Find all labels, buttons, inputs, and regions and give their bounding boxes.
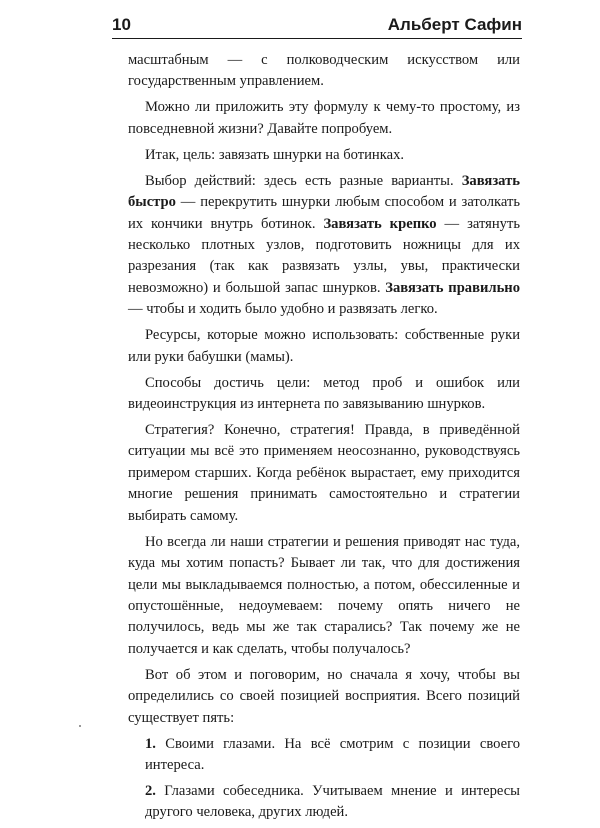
bold-term-fast: Завязать быстро xyxy=(128,172,520,211)
list-number: 2. xyxy=(145,782,156,799)
text-segment: — чтобы и ходить было удобно и развязать легко. xyxy=(128,301,438,318)
paragraph: Вот об этом и поговорим, но сначала я хочу, чтобы вы определились со своей позицией восприятия. Всего позиций существует пять: xyxy=(128,666,520,726)
running-head-author: Альберт Сафин xyxy=(387,15,522,34)
bold-term-tight: Завязать крепко xyxy=(323,215,437,232)
paragraph-actions xyxy=(128,171,520,321)
paragraph: Итак, цель: завязать шнурки на ботинках. xyxy=(145,146,405,163)
list-text: Глазами собеседника. Учитываем мнение и интересы другого человека, других людей. xyxy=(145,782,520,821)
page-header xyxy=(112,14,522,39)
paragraph: Ресурсы, которые можно использовать: собственные руки или руки бабушки (мамы). xyxy=(128,327,520,365)
paragraph: Но всегда ли наши стратегии и решения приводят нас туда, куда мы хотим попасть? Бывает ли так, что для достижения цели мы выкладываемся полностью, а потом, обессиленные и опустошённые, недоумеваем: почему опять ничего не получилось, ведь мы же так старались? Так почему же не получается и как сделать, чтобы получалось? xyxy=(128,533,520,657)
list-text: Своими глазами. На всё смотрим с позиции своего интереса. xyxy=(145,735,520,773)
list-item xyxy=(128,781,520,824)
paragraph: масштабным — с полководческим искусством или государственным управлением. xyxy=(128,52,520,90)
paragraph: Можно ли приложить эту формулу к чему-то простому, из повседневной жизни? Давайте попробуем. xyxy=(128,99,520,137)
text-segment: — перекрутить шнурки любым способом и затолкать их кончики внутрь ботинок. xyxy=(128,194,520,232)
bold-term-correct: Завязать правильно xyxy=(385,279,521,296)
paragraph: Стратегия? Конечно, стратегия! Правда, в приведённой ситуации мы всё это применяем неосознанно, руководствуясь примером старших. Когда ребёнок вырастает, ему приходится многие решения принимать самостоятельно и стратегии выбирать самому. xyxy=(128,422,520,524)
page-number: 10 xyxy=(112,15,131,34)
text-segment: — затянуть несколько плотных узлов, подготовить ножницы для их разрезания (так как развязать узлы, увы, практически невозможно) и большой запас шнурков. xyxy=(128,215,521,296)
list-item xyxy=(128,734,520,777)
scan-speck xyxy=(79,725,81,727)
paragraph: Способы достичь цели: метод проб и ошибок или видеоинструкция из интернета по завязыванию шнурков. xyxy=(128,374,520,413)
list-number: 1. xyxy=(145,735,156,752)
body-text xyxy=(128,50,520,828)
text-segment: Выбор действий: здесь есть разные варианты. xyxy=(145,172,462,189)
